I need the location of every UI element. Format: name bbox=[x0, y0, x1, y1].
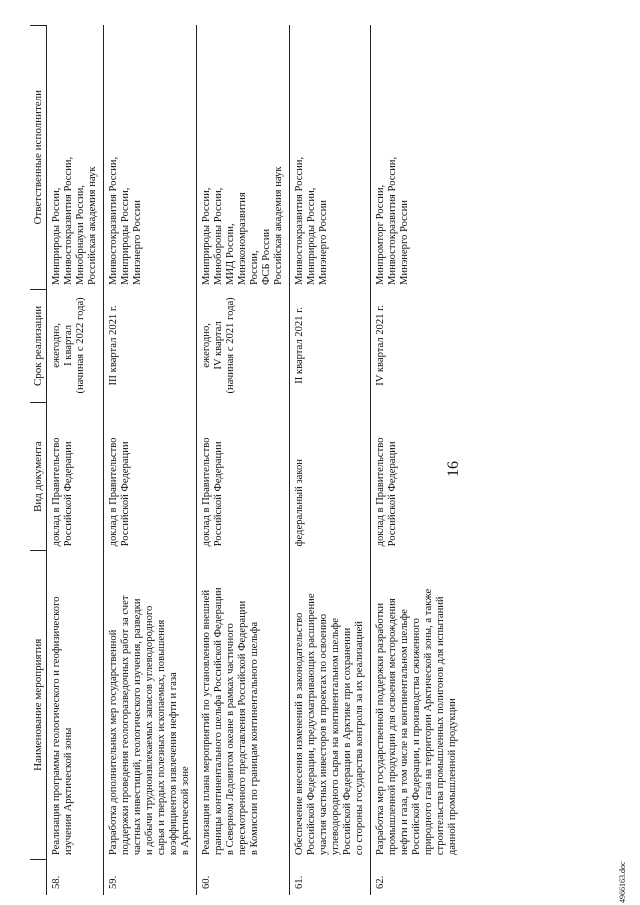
responsible-executors-line: ФСБ России bbox=[261, 228, 272, 286]
responsible-executors-line: Минобрнауки России, bbox=[75, 185, 86, 286]
responsible-executors-line: Минприроды России, bbox=[51, 187, 62, 286]
measure-name-line: участия частных инвесторов в проектах по освоению bbox=[318, 613, 329, 856]
implementation-term bbox=[290, 289, 371, 403]
header-responsible: Ответственные исполнители bbox=[30, 26, 47, 290]
measure-name-line: Обеспечение внесения изменений в законодательство bbox=[294, 612, 305, 856]
responsible-executors-line: Минвостокразвития России, bbox=[294, 156, 305, 286]
document-type-line: доклад в Правительство bbox=[108, 437, 119, 547]
responsible-executors-line: Минвостокразвития России, bbox=[108, 156, 119, 286]
responsible-executors-line: Минэнерго России bbox=[399, 200, 410, 286]
table-row bbox=[290, 26, 371, 896]
header-number bbox=[30, 859, 47, 895]
document-type-line: Российской Федерации bbox=[63, 441, 74, 547]
responsible-executors bbox=[104, 26, 197, 290]
responsible-executors-line: Минпромторг России, bbox=[375, 184, 386, 286]
document-type bbox=[47, 403, 104, 551]
measure-name bbox=[290, 550, 371, 859]
implementation-term-line: II квартал 2021 г. bbox=[294, 307, 305, 384]
implementation-term bbox=[104, 289, 197, 403]
document-type-line: доклад в Правительство bbox=[51, 437, 62, 547]
table-header-row bbox=[30, 26, 47, 896]
header-name: Наименование мероприятия bbox=[30, 550, 47, 859]
implementation-term-line: ежегодно, bbox=[51, 323, 62, 368]
measure-name bbox=[197, 550, 290, 859]
measure-name-line: нефти и газа, в том числе на континентальном шельфе bbox=[399, 609, 410, 856]
row-number: 59. bbox=[104, 859, 197, 895]
row-number: 60. bbox=[197, 859, 290, 895]
measure-name-line: природного газа на территории Арктической зоны, а также bbox=[423, 588, 434, 856]
measure-name-line: строительства промышленных полигонов для испытаний bbox=[435, 596, 446, 856]
measure-name-line: Разработка мер государственной поддержки разработки bbox=[375, 602, 386, 856]
page-number: 16 bbox=[445, 461, 462, 477]
measure-name bbox=[104, 550, 197, 859]
header-term: Срок реализации bbox=[30, 289, 47, 403]
document-type-line: федеральный закон bbox=[294, 459, 305, 547]
implementation-term-line: III квартал 2021 г. bbox=[108, 305, 119, 386]
measure-name-line: поддержки проведения геологоразведочных работ за счет bbox=[120, 595, 131, 856]
implementation-term-line: I квартал bbox=[63, 324, 74, 366]
responsible-executors bbox=[371, 26, 464, 290]
row-number: 61. bbox=[290, 859, 371, 895]
responsible-executors-line: Минприроды России, bbox=[201, 187, 212, 286]
responsible-executors-line: Минэнерго России bbox=[318, 200, 329, 286]
document-type bbox=[104, 403, 197, 551]
measure-name-line: Российской Федерации, предусматривающих расширение bbox=[306, 593, 317, 856]
row-number: 62. bbox=[371, 859, 464, 895]
document-type-line: Российской Федерации bbox=[387, 441, 398, 547]
responsible-executors-line: МИД России, bbox=[225, 223, 236, 286]
measure-name-line: Реализация программы геологического и геофизического bbox=[51, 596, 62, 856]
document-type-line: доклад в Правительство bbox=[201, 437, 212, 547]
responsible-executors bbox=[47, 26, 104, 290]
measure-name-line: сырья и твердых полезных ископаемых, повышения bbox=[156, 619, 167, 856]
row-number: 58. bbox=[51, 875, 62, 889]
responsible-executors-line: Минэнерго России bbox=[132, 200, 143, 286]
document-footer: 4966163.doc bbox=[618, 861, 627, 903]
document-type-line: Российской Федерации bbox=[120, 441, 131, 547]
table-row bbox=[371, 26, 464, 896]
responsible-executors-line: Минприроды России, bbox=[120, 187, 131, 286]
measure-name-line: в Северном Ледовитом океане в рамках частичного bbox=[225, 623, 236, 856]
responsible-executors-line: Российская академия наук bbox=[87, 166, 98, 286]
measure-name-line: Российской Федерации в Арктике при сохранении bbox=[342, 627, 353, 856]
measure-name-line: со стороны государства контроля за их реализацией bbox=[354, 621, 365, 856]
responsible-executors-line: Российская академия наук bbox=[273, 166, 284, 286]
measure-name-line: и добычи трудноизвлекаемых запасов углеводородного bbox=[144, 605, 155, 856]
responsible-executors-line: Минвостокразвития России, bbox=[387, 156, 398, 286]
responsible-executors-line: Минобороны России, bbox=[213, 187, 224, 286]
implementation-term-line: IV квартал 2021 г. bbox=[375, 305, 386, 386]
implementation-term bbox=[47, 289, 104, 403]
measure-name-line: в Комиссии по границам континентального шельфа bbox=[249, 621, 260, 856]
measure-name-line: Реализация плана мероприятий по установлению внешней bbox=[201, 589, 212, 856]
measure-name-line: частных инвестиций, геологического изучения, разведки bbox=[132, 598, 143, 856]
table-row bbox=[197, 26, 290, 896]
measure-name-line: промышленной продукции для освоения месторождения bbox=[387, 598, 398, 856]
measures-table bbox=[30, 25, 463, 895]
table-row bbox=[47, 26, 104, 896]
implementation-term-line: ежегодно, bbox=[201, 323, 212, 368]
implementation-term bbox=[197, 289, 290, 403]
measure-name-line: Разработка дополнительных мер государственной bbox=[108, 629, 119, 856]
document-type bbox=[197, 403, 290, 551]
header-document-type: Вид документа bbox=[30, 403, 47, 551]
document-type bbox=[371, 403, 464, 551]
implementation-term-line: IV квартал bbox=[213, 321, 224, 370]
measure-name bbox=[47, 550, 104, 859]
document-type bbox=[290, 403, 371, 551]
measure-name-line: границы континентального шельфа Российской Федерации bbox=[213, 587, 224, 856]
implementation-term-line: (начиная с 2021 года) bbox=[225, 297, 236, 394]
measure-name-line: пересмотренного представления Российской Федерации bbox=[237, 600, 248, 856]
responsible-executors-line: Минвостокразвития России, bbox=[63, 156, 74, 286]
responsible-executors-line: Минэкономразвития bbox=[237, 192, 248, 286]
measure-name-line: Российской Федерации, и производства сжиженного bbox=[411, 618, 422, 856]
document-type-line: Российской Федерации bbox=[213, 441, 224, 547]
responsible-executors bbox=[197, 26, 290, 290]
table-row bbox=[104, 26, 197, 896]
measure-name bbox=[371, 550, 464, 859]
measure-name-line: углеводородного сырья на континентальном шельфе bbox=[330, 618, 341, 856]
measure-name-line: коэффициентов извлечения нефти и газа bbox=[168, 672, 179, 856]
measure-name-line: данной промышленной продукции bbox=[447, 698, 458, 856]
responsible-executors-line: Минприроды России, bbox=[306, 187, 317, 286]
measure-name-line: изучения Арктической зоны bbox=[63, 727, 74, 856]
document-type-line: доклад в Правительство bbox=[375, 437, 386, 547]
responsible-executors-line: России, bbox=[249, 250, 260, 286]
implementation-term bbox=[371, 289, 464, 403]
responsible-executors bbox=[290, 26, 371, 290]
implementation-term-line: (начиная с 2022 года) bbox=[75, 297, 86, 394]
measure-name-line: в Арктической зоне bbox=[180, 766, 191, 856]
table-body bbox=[47, 26, 464, 896]
